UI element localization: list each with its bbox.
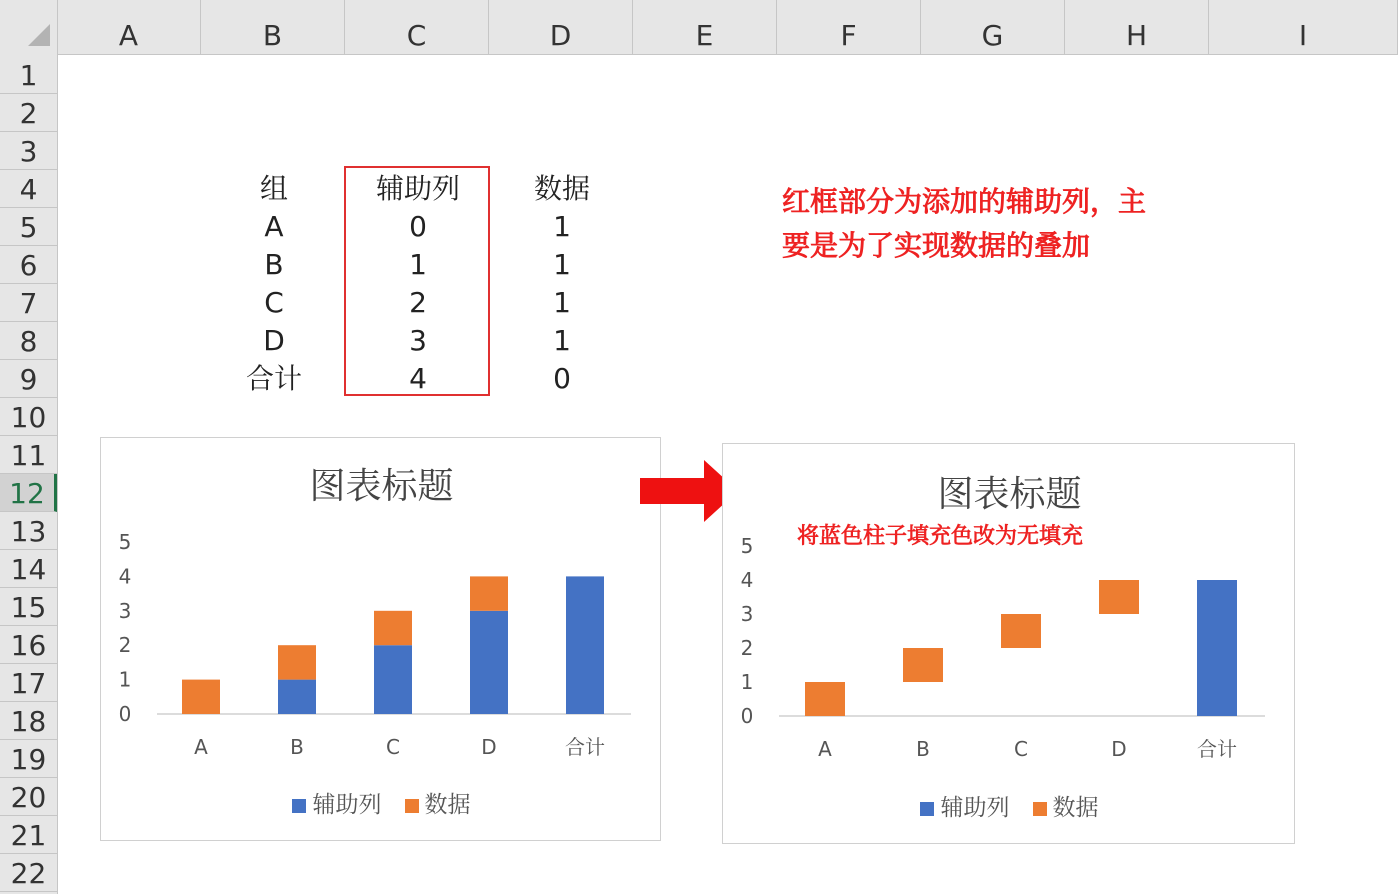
row-header-17[interactable]: 17	[0, 664, 57, 702]
bar-data-2[interactable]	[1001, 614, 1041, 648]
bar-helper-2[interactable]	[1001, 648, 1041, 716]
column-header-i[interactable]: I	[1209, 0, 1398, 54]
y-tick-label: 3	[740, 602, 754, 626]
bar-helper-1[interactable]	[278, 680, 316, 714]
bar-helper-4[interactable]	[566, 576, 604, 714]
select-all-icon	[28, 24, 50, 46]
legend-item-helper: 辅助列	[292, 792, 381, 818]
y-tick-label: 3	[118, 598, 132, 623]
row-header-2[interactable]: 2	[0, 94, 57, 132]
bar-helper-2[interactable]	[374, 645, 412, 714]
y-tick-label: 2	[740, 636, 754, 660]
bar-data-1[interactable]	[903, 648, 943, 682]
annotation-note	[782, 180, 1242, 268]
cell-group[interactable]: A	[264, 210, 284, 243]
cell-group[interactable]: C	[264, 286, 284, 319]
y-tick-label: 5	[740, 534, 754, 558]
column-header-c[interactable]: C	[345, 0, 489, 54]
x-tick-label: C	[1014, 737, 1028, 761]
chart-after[interactable]	[722, 443, 1295, 844]
legend-swatch-blue-icon	[292, 799, 306, 813]
chart-before-plot	[101, 438, 662, 842]
y-tick-label: 4	[740, 568, 754, 592]
x-tick-label: A	[194, 735, 208, 759]
bar-data-0[interactable]	[182, 680, 220, 714]
header-group[interactable]: 组	[259, 172, 288, 205]
row-header-20[interactable]: 20	[0, 778, 57, 816]
cell-helper[interactable]: 0	[409, 210, 427, 243]
cell-data[interactable]: 1	[553, 324, 571, 357]
chart-after-title[interactable]: 图表标题	[937, 474, 1082, 515]
row-header-1[interactable]: 1	[0, 56, 57, 94]
cell-data[interactable]: 1	[553, 286, 571, 319]
row-header-8[interactable]: 8	[0, 322, 57, 360]
bar-data-1[interactable]	[278, 645, 316, 679]
row-header-22[interactable]: 22	[0, 854, 57, 892]
bar-data-3[interactable]	[470, 576, 508, 610]
x-tick-label: A	[818, 737, 832, 761]
legend-swatch-orange-icon	[1033, 802, 1047, 816]
x-tick-label: B	[916, 737, 930, 761]
y-tick-label: 1	[118, 667, 132, 692]
legend-item-data: 数据	[405, 792, 471, 818]
cell-group[interactable]: 合计	[245, 362, 302, 395]
header-helper[interactable]: 辅助列	[375, 172, 460, 205]
row-header-9[interactable]: 9	[0, 360, 57, 398]
helper-column-highlight-box	[344, 166, 490, 396]
legend-item-helper: 辅助列	[920, 795, 1009, 821]
bar-helper-3[interactable]	[1099, 614, 1139, 716]
cell-group[interactable]: B	[264, 248, 284, 281]
x-tick-label: D	[481, 735, 497, 759]
y-tick-label: 5	[118, 530, 132, 554]
row-header-18[interactable]: 18	[0, 702, 57, 740]
x-tick-label: 合计	[1197, 737, 1237, 761]
row-header-16[interactable]: 16	[0, 626, 57, 664]
x-tick-label: D	[1111, 737, 1127, 761]
column-header-h[interactable]: H	[1065, 0, 1209, 54]
y-tick-label: 2	[118, 633, 132, 658]
row-header-13[interactable]: 13	[0, 512, 57, 550]
cell-helper[interactable]: 1	[409, 248, 427, 281]
row-header-4[interactable]: 4	[0, 170, 57, 208]
cell-data[interactable]: 1	[553, 248, 571, 281]
row-header-5[interactable]: 5	[0, 208, 57, 246]
column-header-d[interactable]: D	[489, 0, 633, 54]
row-header-15[interactable]: 15	[0, 588, 57, 626]
header-data[interactable]: 数据	[533, 172, 590, 205]
row-header-11[interactable]: 11	[0, 436, 57, 474]
row-header-21[interactable]: 21	[0, 816, 57, 854]
column-header-a[interactable]: A	[57, 0, 201, 54]
column-header-b[interactable]: B	[201, 0, 345, 54]
x-tick-label: B	[290, 735, 304, 759]
cell-helper[interactable]: 2	[409, 286, 427, 319]
row-header-7[interactable]: 7	[0, 284, 57, 322]
legend-item-data: 数据	[1033, 795, 1099, 821]
annotation-line-1: 红框部分为添加的辅助列，主	[782, 185, 1147, 218]
bar-data-0[interactable]	[805, 682, 845, 716]
x-tick-label: 合计	[565, 735, 605, 759]
bar-data-3[interactable]	[1099, 580, 1139, 614]
cell-helper[interactable]: 3	[409, 324, 427, 357]
cell-helper[interactable]: 4	[409, 362, 427, 395]
row-header-12[interactable]: 12	[0, 474, 57, 512]
row-header-10[interactable]: 10	[0, 398, 57, 436]
chart-after-legend[interactable]	[723, 789, 1296, 822]
annotation-line-2: 要是为了实现数据的叠加	[782, 229, 1091, 262]
cell-group[interactable]: D	[263, 324, 285, 357]
chart-before-legend[interactable]	[101, 786, 662, 819]
y-tick-label: 0	[740, 704, 754, 728]
bar-data-2[interactable]	[374, 611, 412, 645]
legend-swatch-orange-icon	[405, 799, 419, 813]
column-header-g[interactable]: G	[921, 0, 1065, 54]
y-tick-label: 1	[740, 670, 754, 694]
legend-swatch-blue-icon	[920, 802, 934, 816]
column-header-e[interactable]: E	[633, 0, 777, 54]
y-tick-label: 4	[118, 564, 132, 589]
chart-before[interactable]	[100, 437, 661, 841]
row-header-19[interactable]: 19	[0, 740, 57, 778]
row-header-3[interactable]: 3	[0, 132, 57, 170]
column-header-f[interactable]: F	[777, 0, 921, 54]
y-tick-label: 0	[118, 702, 132, 726]
cell-data[interactable]: 1	[553, 210, 571, 243]
row-header-6[interactable]: 6	[0, 246, 57, 284]
bar-helper-1[interactable]	[903, 682, 943, 716]
chart-before-title[interactable]: 图表标题	[309, 466, 454, 507]
row-header-14[interactable]: 14	[0, 550, 57, 588]
cell-data[interactable]: 0	[553, 362, 571, 395]
chart-after-plot	[723, 444, 1296, 845]
bar-helper-3[interactable]	[470, 611, 508, 714]
bar-helper-4[interactable]	[1197, 580, 1237, 716]
chart-after-note: 将蓝色柱子填充色改为无填充	[797, 524, 1084, 549]
x-tick-label: C	[386, 735, 400, 759]
